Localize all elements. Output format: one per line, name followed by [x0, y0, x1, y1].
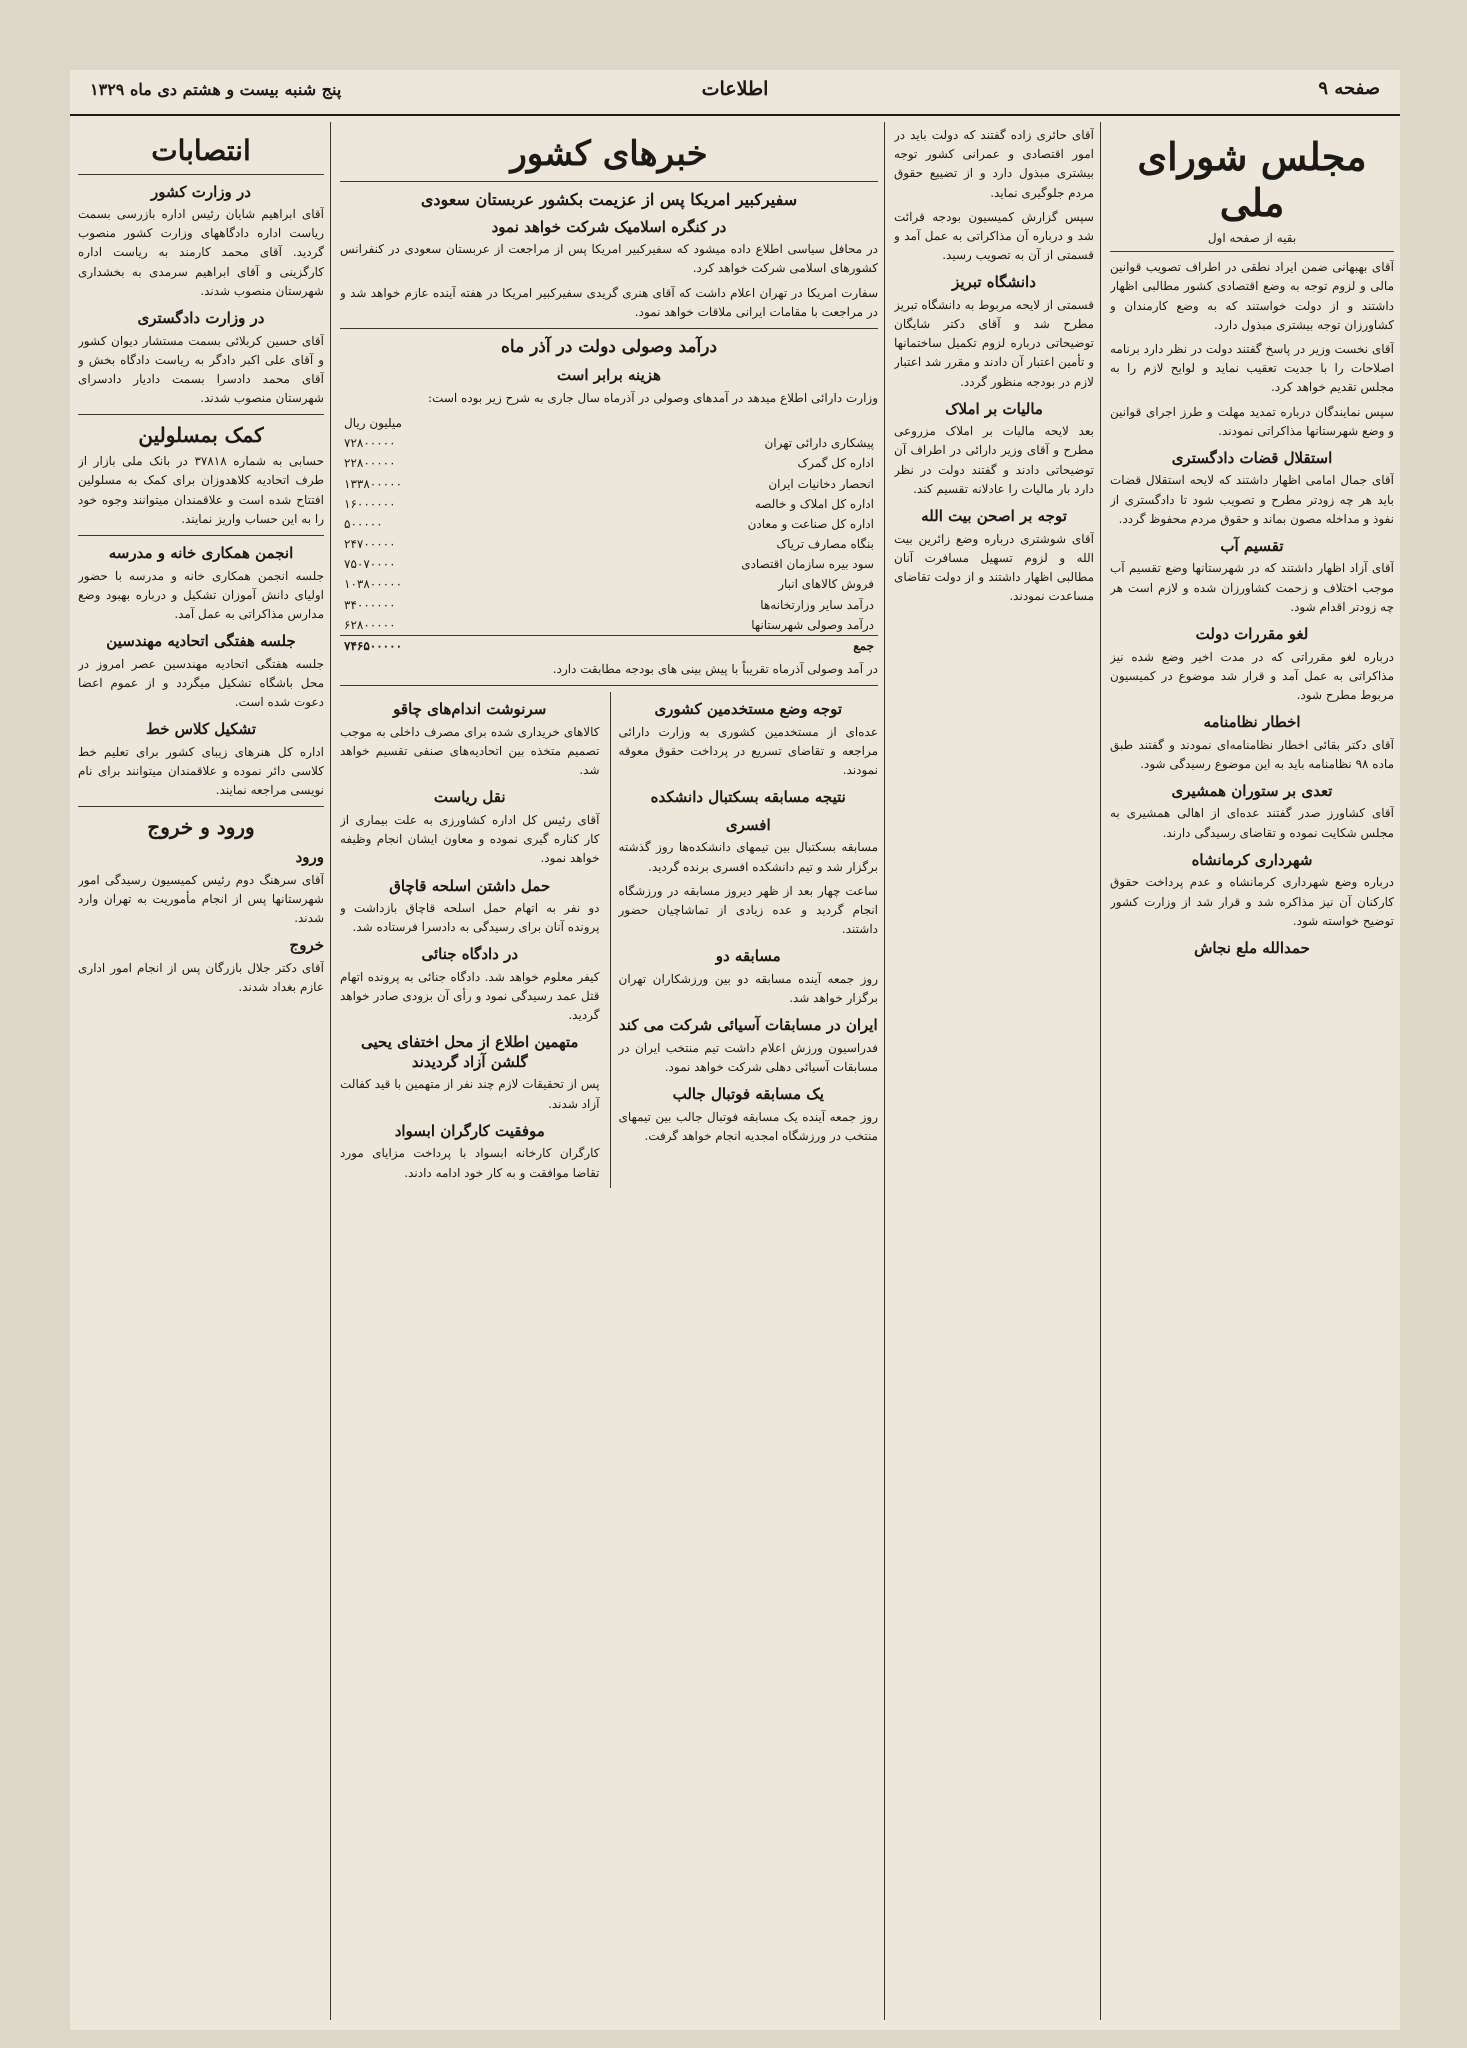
continuation-heading: مالیات بر املاک [945, 399, 1043, 418]
majlis-title: مجلس شورای ملی [1137, 134, 1367, 225]
column-rule [1100, 122, 1101, 2020]
revenue-row-name: اداره کل صناعت و معادن [747, 516, 874, 531]
table-row [340, 595, 878, 615]
majlis-section-heading: لغو مقررات دولت [1195, 625, 1309, 643]
issue-date: پنج شنبه بیست و هشتم دی ماه ۱۳۲۹ [90, 80, 342, 99]
majlis-section-text: درباره لغو مقرراتی که در مدت اخیر وضع شده نیز مذاکراتی به عمل آمد و قرار شد موضوع در کمیسیون مربوط مطرح شود. [1110, 649, 1394, 702]
divider [1110, 251, 1394, 252]
arrivals-sub-in: ورود [295, 848, 324, 867]
table-row [340, 474, 878, 494]
continuation-text: قسمتی از لایحه مربوط به دانشگاه تبریز مطرح شد و آقای دکتر شایگان توضیحاتی درباره لزوم تکمیل ساختمانها و تأمین اعتبار آن دادند و مقرر شد اعتبار لازم در بودجه منظور گردد. [894, 297, 1094, 389]
table-row [340, 574, 878, 594]
continuation-heading: توجه بر اصحن بیت الله [921, 507, 1067, 525]
news-subcolumn-left [340, 692, 600, 1187]
majlis-continuation: بقیه از صفحه اول [1207, 231, 1297, 246]
news-item-heading: نتیجه مسابقه بسکتبال دانشکده [650, 788, 846, 807]
newspaper-page [70, 70, 1400, 2030]
news-subcolumns [340, 692, 878, 1187]
news-item-text: کالاهای خریداری شده برای مصرف داخلی به موجب تصمیم متخذه بین اتحادیه‌های صنفی تقسیم خواهد شد. [340, 724, 600, 778]
revenue-subhead: هزینه برابر است [557, 366, 661, 385]
revenue-table [340, 413, 878, 656]
divider [340, 181, 878, 182]
news-item-text: فدراسیون ورزش اعلام داشت تیم منتخب ایران در مسابقات آسیائی دهلی شرکت خواهد نمود. [618, 1040, 878, 1074]
divider [78, 806, 324, 807]
revenue-row-value: ۶۲۸۰۰۰۰۰ [344, 617, 396, 632]
divider [340, 328, 878, 329]
revenue-row-name: سود بیره سازمان اقتصادی [741, 557, 874, 572]
lead-paragraph: سفارت امریکا در تهران اعلام داشت که آقای هنری گریدی سفیرکبیر امریکا در هفته آینده عازم خواهد شد و در مراجعت با مقامات ایرانی ملاقات خواهد نمود. [340, 285, 878, 319]
news-column [340, 126, 878, 2018]
news-item-text: پس از تحقیقات لازم چند نفر از متهمین با قید کفالت آزاد شدند. [340, 1077, 600, 1111]
continuation-text: بعد لایحه مالیات بر املاک مزروعی مطرح و آقای وزیر دارائی در اطراف آن توضیحاتی دادند و گفتند دولت در نظر دارد بار مالیات را عادلانه تقسیم کند. [894, 424, 1094, 496]
majlis-section-text: آقای آزاد اظهار داشتند که در شهرستانها وضع تقسیم آب موجب اختلاف و زحمت کشاورزان شده و لازم است هر چه زودتر اقدام شود. [1110, 561, 1394, 614]
continuation-text: آقای شوشتری درباره وضع زائرین بیت الله و لزوم تسهیل مسافرت آنان مطالبی اظهار داشتند و از دولت تقاضای مساعدت نمودند. [894, 531, 1094, 604]
revenue-row-value: ۵۰۰۰۰۰ [344, 516, 383, 531]
news-item-heading: ایران در مسابقات آسیائی شرکت می کند [618, 1016, 878, 1035]
appointments-heading: در وزارت کشور [151, 182, 251, 201]
class-text: اداره کل هنرهای زیبای کشور برای تعلیم خط کلاسی دائر نموده و علاقمندان میتوانند برای نام نویسی مراجعه نمایند. [78, 744, 324, 798]
divider [78, 414, 324, 415]
news-item-text: عده‌ای از مستخدمین کشوری به وزارت دارائی مراجعه و تقاضای تسریع در پرداخت حقوق معوقه نمودند. [618, 724, 878, 778]
news-item-text: کیفر معلوم خواهد شد. دادگاه جنائی به پرونده اتهام قتل عمد رسیدگی نمود و رأی آن بزودی صادر خواهد گردید. [340, 969, 600, 1023]
news-item-heading: در دادگاه جنائی [421, 945, 518, 964]
table-row [340, 494, 878, 514]
revenue-row-value: ۲۲۸۰۰۰۰۰ [344, 456, 396, 471]
news-item-text: ساعت چهار بعد از ظهر دیروز مسابقه در ورزشگاه انجام گردید و عده زیادی از تماشاچیان حضور داشتند. [618, 883, 878, 937]
revenue-row-value: ۷۲۸۰۰۰۰۰ [344, 436, 396, 451]
revenue-total-value: ۷۴۶۵۰۰۰۰۰ [340, 636, 512, 657]
news-item-heading: نقل ریاست [433, 788, 506, 807]
arrivals-text-out: آقای دکتر جلال بازرگان پس از انجام امور اداری عازم بغداد شدند. [78, 960, 324, 994]
table-row [340, 615, 878, 636]
continuation-heading: دانشگاه تبریز [952, 273, 1036, 292]
news-item-heading: افسری [725, 815, 771, 834]
news-item-heading: مسابقه دو [715, 947, 781, 966]
appointments-title: انتصابات [151, 134, 251, 167]
majlis-section-heading: اخطار نظامنامه [1203, 713, 1301, 732]
appointments-text: آقای حسین کربلائی بسمت مستشار دیوان کشور و آقای علی اکبر دادگر به ریاست دادگاه بخش و آقای محمد دادسرا بسمت دادیار دادسرای شهرستان منصوب شدند. [78, 333, 324, 406]
news-item-heading: موفقیت کارگران ابسواد [394, 1121, 545, 1140]
paper-name: اطلاعات [701, 78, 769, 100]
revenue-row-name: پیشکاری دارائی تهران [764, 436, 874, 451]
revenue-row-value: ۱۳۳۸۰۰۰۰۰ [344, 476, 403, 491]
revenue-row-name: درآمد سایر وزارتخانه‌ها [760, 597, 874, 612]
news-item-text: آقای رئیس کل اداره کشاورزی به علت بیماری از کار کناره گیری نموده و معاون ایشان انجام وظیفه خواهد نمود. [340, 812, 600, 866]
revenue-headline: درآمد وصولی دولت در آذر ماه [500, 337, 718, 358]
revenue-note: در آمد وصولی آذرماه تقریباً با پیش بینی های بودجه مطابقت دارد. [552, 662, 878, 677]
revenue-row-name: انحصار دخانیات ایران [768, 476, 874, 491]
news-item-text: کارگران کارخانه ابسواد با پرداخت مزایای مورد تقاضا موافقت و به کار خود ادامه دادند. [340, 1146, 600, 1180]
revenue-row-name: فروش کالاهای انبار [778, 577, 874, 592]
table-total-row [340, 636, 878, 657]
revenue-row-value: ۱۰۳۸۰۰۰۰۰ [344, 577, 403, 592]
revenue-row-value: ۲۴۷۰۰۰۰۰ [344, 537, 396, 552]
news-item-heading: حمل داشتن اسلحه قاچاق [389, 876, 551, 895]
table-row [340, 534, 878, 554]
majlis-section-heading: شهرداری کرمانشاه [1191, 850, 1313, 869]
news-subcolumn-right [610, 692, 879, 1187]
revenue-total-label: جمع [512, 636, 878, 657]
news-item-text: روز جمعه آینده یک مسابقه فوتبال جالب بین تیمهای منتخب در ورزشگاه امجدیه انجام خواهد گرفت. [618, 1109, 878, 1143]
news-item-heading: توجه وضع مستخدمین کشوری [654, 700, 843, 719]
kamak-text: حسابی به شماره ۳۷۸۱۸ در بانک ملی بازار از طرف اتحادیه کلاهدوزان برای کمک به مسلولین افتتاح شده است و علاقمندان میتوانند وجوه خود را به این حساب واریز نمایند. [78, 454, 324, 526]
table-header-row [340, 413, 878, 433]
column-rule [884, 122, 885, 2020]
jalaseh-text: جلسه هفتگی اتحادیه مهندسین عصر امروز در محل باشگاه تشکیل میگردد و از عموم اعضا دعوت شده است. [78, 656, 324, 709]
masthead [70, 70, 1400, 116]
revenue-row-value: ۷۵۰۷۰۰۰۰ [344, 557, 396, 572]
arrivals-text-in: آقای سرهنگ دوم رئیس کمیسیون رسیدگی امور شهرستانها پس از انجام مأموریت به تهران وارد شدند. [78, 872, 324, 926]
page-number: صفحه ۹ [1318, 78, 1380, 99]
majlis-section-heading: تقسیم آب [1220, 536, 1284, 555]
news-title: خبرهای کشور [510, 134, 708, 174]
table-row [340, 554, 878, 574]
revenue-row-name: بنگاه مصارف تریاک [776, 537, 874, 552]
appointments-heading: در وزارت دادگستری [137, 309, 265, 328]
continuation-paragraph: سپس گزارش کمیسیون بودجه قرائت شد و درباره آن مذاکراتی به عمل آمد و قسمتی از آن به تصویب رسید. [894, 209, 1094, 263]
revenue-unit-label: میلیون ریال [344, 415, 402, 430]
revenue-row-value: ۳۴۰۰۰۰۰۰ [344, 597, 396, 612]
majlis-paragraph: آقای بهبهانی ضمن ایراد نطقی در اطراف تصویب قوانین مالی و لزوم توجه به وضع اقتصادی کشور مطالبی اظهار داشتند و از دولت خواستند که به وضع کارمندان و کشاورزان توجه بیشتری مبذول دارد. [1110, 260, 1394, 332]
arrivals-heading: ورود و خروج [147, 815, 255, 840]
revenue-row-name: درآمد وصولی شهرستانها [751, 617, 874, 632]
revenue-row-value: ۱۶۰۰۰۰۰۰ [344, 496, 396, 511]
divider [78, 174, 324, 175]
majlis-section-heading: تعدی بر ستوران همشیری [1171, 781, 1333, 800]
majlis-column [1110, 126, 1394, 2018]
news-item-heading: متهمین اطلاع از محل اختفای یحیی گلشن آزاد گردیدند [361, 1033, 579, 1071]
revenue-row-name: اداره کل املاک و خالصه [754, 496, 874, 511]
column-rule [330, 122, 331, 2020]
news-item-heading: یک مسابقه فوتبال جالب [672, 1085, 824, 1104]
divider [78, 535, 324, 536]
majlis-paragraph: آقای نخست وزیر در پاسخ گفتند دولت در نظر دارد برنامه اصلاحات را با جدیت تعقیب نماید و لوایح لازم را به مجلس تقدیم خواهد کرد. [1110, 341, 1394, 395]
kamak-heading: کمک بمسلولین [138, 423, 264, 448]
class-heading: تشکیل کلاس خط [145, 720, 257, 739]
revenue-row-name: اداره کل گمرک [797, 456, 874, 471]
majlis-section-text: آقای دکتر بقائی اخطار نظامنامه‌ای نمودند و گفتند طبق ماده ۹۸ نظامنامه باید به این موضوع رسیدگی شود. [1110, 737, 1394, 771]
revenue-intro: وزارت دارائی اطلاع میدهد در آمدهای وصولی در آذرماه سال جاری به شرح زیر بوده است: [428, 390, 878, 405]
divider [340, 685, 878, 686]
news-item-text: دو نفر به اتهام حمل اسلحه قاچاق بازداشت و پرونده آنان برای رسیدگی به دادسرا فرستاده شد. [340, 901, 600, 935]
jalaseh-heading: جلسه هفتگی اتحادیه مهندسین [106, 632, 296, 651]
majlis-signature: حمدالله ملع نجاش [1194, 938, 1310, 957]
table-row [340, 453, 878, 473]
lead-headline: سفیرکبیر امریکا پس از عزیمت بکشور عربستان سعودی [420, 189, 798, 209]
anjoman-text: جلسه انجمن همکاری خانه و مدرسه با حضور اولیای دانش آموزان تشکیل و درباره بهبود وضع مدارس مذاکراتی به عمل آمد. [78, 568, 324, 621]
appointments-column [78, 126, 324, 2018]
continuation-column [894, 126, 1094, 2018]
majlis-paragraph: سپس نمایندگان درباره تمدید مهلت و طرز اجرای قوانین و وضع شهرستانها مذاکراتی نمودند. [1110, 404, 1394, 438]
table-row [340, 433, 878, 453]
appointments-text: آقای ابراهیم شایان رئیس اداره بازرسی بسمت ریاست اداره دادگاههای وزارت کشور منصوب گردید. آقای محمد کارمند به ریاست اداره کارگزینی و آقای ابراهیم سرمدی به بخشداری شهرستان منصوب شدند. [78, 207, 324, 298]
majlis-section-text: آقای جمال امامی اظهار داشتند که لایحه استقلال قضات باید هر چه زودتر مطرح و تصویب شود تا دادگستری از نفوذ و مداخله مصون بماند و حقوق مردم محفوظ گردد. [1110, 473, 1394, 526]
lead-paragraph: در محافل سیاسی اطلاع داده میشود که سفیرکبیر امریکا پس از مراجعت از عربستان سعودی در کنفرانس کشورهای اسلامی شرکت خواهد کرد. [340, 242, 878, 276]
table-row [340, 514, 878, 534]
lead-subhead: در کنگره اسلامیک شرکت خواهد نمود [491, 217, 727, 236]
news-item-text: مسابقه بسکتبال بین تیمهای دانشکده‌ها روز گذشته برگزار شد و تیم دانشکده افسری برنده گردید. [618, 840, 878, 874]
news-item-heading: سرنوشت اندام‌های چاقو [393, 700, 547, 719]
arrivals-sub-out: خروج [289, 936, 324, 955]
majlis-section-text: آقای کشاورز صدر گفتند عده‌ای از اهالی همشیری به مجلس شکایت نموده و تقاضای رسیدگی دارند. [1110, 806, 1394, 840]
news-item-text: روز جمعه آینده مسابقه دو بین ورزشکاران تهران برگزار خواهد شد. [618, 971, 878, 1006]
majlis-section-heading: استقلال قضات دادگستری [1171, 448, 1333, 467]
majlis-section-text: درباره وضع شهرداری کرمانشاه و عدم پرداخت حقوق کارکنان آن نیز مذاکره شد و قرار شد از وزارت کشور توضیح خواسته شود. [1110, 875, 1394, 928]
continuation-paragraph: آقای حائری زاده گفتند که دولت باید در امور اقتصادی و عمرانی کشور توجه بیشتری مبذول دارد و از تضییع حقوق مردم جلوگیری نماید. [894, 128, 1094, 200]
anjoman-heading: انجمن همکاری خانه و مدرسه [108, 544, 294, 563]
